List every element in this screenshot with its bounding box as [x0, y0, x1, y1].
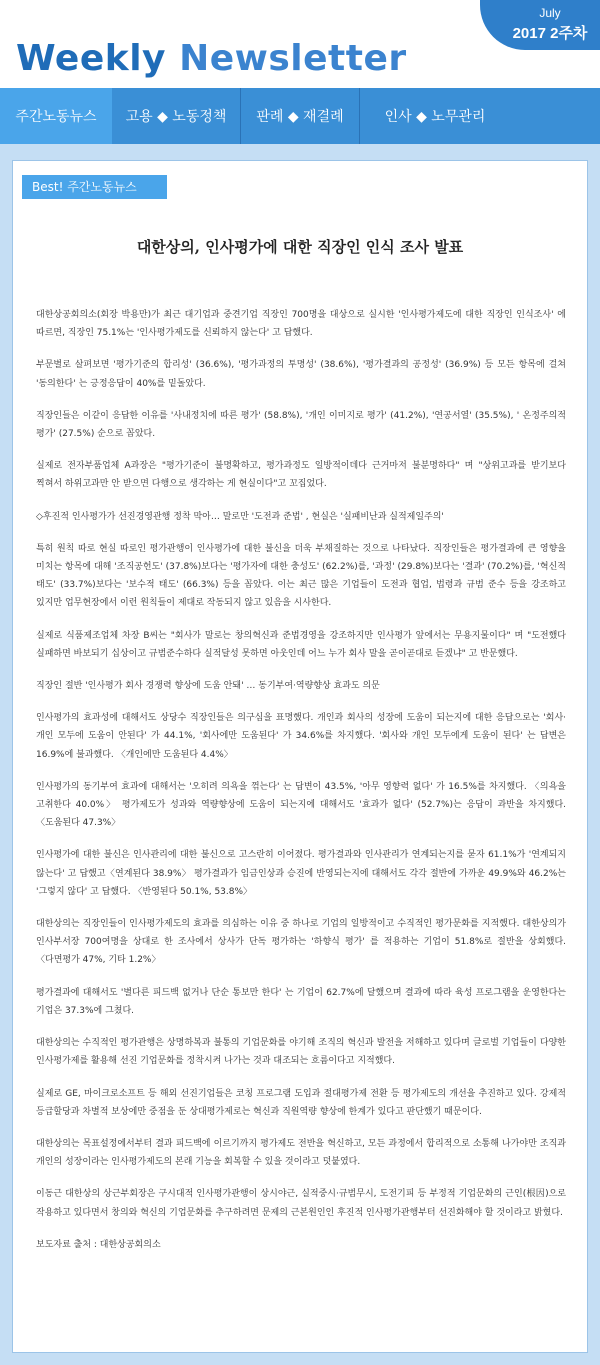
article-paragraph: 인사평가의 효과성에 대해서도 상당수 직장인들은 의구심을 표명했다. 개인과 회사의 성장에 도움이 되는지에 대한 응답으로는 '회사·개인 모두에 도움이 안된다' 가 44.1%, '회사에만 도움된다' 가 34.6%를 차지했다. '회사와 개인 모두에게 도움이 된다' 는 답변은 16.9%에 불과했다. 〈개인에만 도움된다 4.4%〉 — [36, 713, 566, 760]
article-paragraph: 실제로 식품제조업체 차장 B씨는 "회사가 말로는 창의혁신과 준법경영을 강조하지만 인사평가 앞에서는 무용지물이다" 며 "도전했다 실패하면 바보되기 십상이고 규범준수하다 실적달성 못하면 아웃인데 어느 누가 회사 말을 곧이곧대로 듣겠냐" 고 반문했다. — [36, 630, 566, 659]
article-paragraph: 이동근 대한상의 상근부회장은 구시대적 인사평가관행이 상시야근, 실적중시·규범무시, 도전기피 등 부정적 기업문화의 근인(根因)으로 작용하고 있다면서 창의와 혁신의 기업문화를 추구하려면 문제의 근본원인인 후진적 인사평가관행부터 선진화해야 할 것이라고 밝혔다. — [36, 1189, 566, 1218]
article-paragraph: 직장인들은 이같이 응답한 이유를 '사내정치에 따른 평가' (58.8%), '개인 이미지로 평가' (41.2%), '연공서열' (35.5%), ' 온정주의적 평가' (27.5%) 순으로 꼽았다. — [36, 410, 566, 440]
issue-date-badge — [480, 0, 600, 50]
article-paragraph: 대한상공회의소(회장 박용만)가 최근 대기업과 중견기업 직장인 700명을 대상으로 실시한 '인사평가제도에 대한 직장인 인식조사' 에 따르면, 직장인 75.1%는 '인사평가제도를 신뢰하지 않는다' 고 답했다. — [36, 310, 566, 339]
article-paragraph: 부문별로 살펴보면 '평가기준의 합리성' (36.6%), '평가과정의 투명성' (38.6%), '평가결과의 공정성' (36.9%) 등 모든 항목에 걸쳐 '동의한다' 는 긍정응답이 40%를 밑돌았다. — [36, 360, 566, 389]
article-paragraph: 대한상의는 목표설정에서부터 결과 피드백에 이르기까지 평가제도 전반을 혁신하고, 모든 과정에서 합리적으로 소통해 나가야만 조직과 개인의 성장이라는 인사평가제도의 본래 기능을 회복할 수 있을 것이라고 덧붙였다. — [36, 1138, 566, 1168]
issue-week: 2017 2주차 — [512, 25, 588, 42]
article-subheading: ◇후진적 인사평가가 선진경영관행 정착 막아… 말로만 '도전과 준법' , 현실은 '실패비난과 실적제일주의' — [36, 511, 444, 522]
nav-item-weekly-labor-news[interactable]: 주간노동뉴스 — [0, 88, 112, 144]
article-title: 대한상의, 인사평가에 대한 직장인 인식 조사 발표 — [136, 238, 464, 256]
article-subheading: 직장인 절반 '인사평가 회사 경쟁력 향상에 도움 안돼' … 동기부여·역량향상 효과도 의문 — [36, 681, 380, 692]
article-paragraph: 인사평가에 대한 불신은 인사관리에 대한 불신으로 고스란히 이어졌다. 평가결과와 인사관리가 연계되는지를 묻자 61.1%가 '연계되지 않는다' 고 답했고〈연계된다 38.9%〉 평가결과가 임금인상과 승진에 반영되는지에 대해서도 각각 절반에 가까운 49.9%와 46.2%는 '그렇지 않다' 고 답했다. 〈반영된다 50.1%, 53.8%〉 — [36, 850, 566, 897]
article-paragraph: 대한상의는 수직적인 평가관행은 상명하복과 불통의 기업문화를 야기해 조직의 혁신과 발전을 저해하고 있다며 글로벌 기업들이 다양한 인사평가제를 활용해 선진 기업문화를 정착시켜 나가는 것과 대조되는 흐름이다고 지적했다. — [36, 1038, 566, 1067]
brand-word-weekly: Weekly — [16, 38, 167, 79]
article-paragraph: 특히 원칙 따로 현실 따로인 평가관행이 인사평가에 대한 불신을 더욱 부채질하는 것으로 나타났다. 직장인들은 평가결과에 큰 영향을 미치는 항목에 대해 '조직공헌도' (37.8%)보다는 '평가자에 대한 충성도' (62.2%)를, '과정' (29.8%)보다는 '결과' (70.2%)를, '혁신적 태도' (33.7%)보다는 '보수적 태도' (66.3%) 등을 꼽았다. 이는 최근 많은 기업들이 도전과 협업, 법령과 규범 준수 등을 강조하고 있지만 업무현장에서 이런 원칙들이 제대로 작동되지 않고 있음을 시사한다. — [36, 543, 566, 609]
newsletter-header — [0, 0, 600, 88]
press-release-source: 보도자료 출처 : 대한상공회의소 — [36, 1239, 161, 1250]
article-body — [36, 306, 566, 1268]
section-tab-best-news: Best! 주간노동뉴스 — [22, 175, 167, 199]
newsletter-brand — [16, 38, 407, 79]
nav-item-employment-labor-policy[interactable]: 고용 ◆ 노동정책 — [125, 109, 227, 125]
article-paragraph: 실제로 GE, 마이크로소프트 등 해외 선진기업들은 코칭 프로그램 도입과 절대평가제 전환 등 평가제도의 개선을 추진하고 있다. 강제적 등급할당과 차별적 보상에만 중점을 둔 상대평가제로는 혁신과 직원역량 향상에 한계가 있다고 판단했기 때문이다. — [36, 1088, 566, 1117]
brand-word-newsletter: Newsletter — [179, 38, 407, 79]
nav-item-hr-labor-management[interactable]: 인사 ◆ 노무관리 — [384, 109, 486, 125]
article-paragraph: 평가결과에 대해서도 '별다른 피드백 없거나 단순 통보만 한다' 는 기업이 62.7%에 달했으며 결과에 따라 육성 프로그램을 운영한다는 기업은 37.3%에 그쳤다. — [36, 987, 566, 1016]
article-paragraph: 인사평가의 동기부여 효과에 대해서는 '오히려 의욕을 꺾는다' 는 답변이 43.5%, '아무 영향력 없다' 가 16.5%를 차지했다. 〈의욕을 고취한다 40.0%〉 평가제도가 성과와 역량향상에 도움이 되는지에 대해서도 '효과가 없다' (52.7%)는 응답이 과반을 차지했다. 〈도움된다 47.3%〉 — [36, 781, 566, 829]
article-paragraph: 실제로 전자부품업체 A과장은 "평가기준이 불명확하고, 평가과정도 일방적이데다 근거마저 불분명하다" 며 "상위고과를 받기보다 찍혀서 하위고과만 안 받으면 다행으로 생각하는 게 현실이다"고 꼬집었다. — [36, 461, 566, 490]
category-nav — [0, 88, 600, 144]
article-paragraph: 대한상의는 직장인들이 인사평가제도의 효과를 의심하는 이유 중 하나로 기업의 일방적이고 수직적인 평가문화를 지적했다. 대한상의가 인사부서장 700여명을 상대로 한 조사에서 상사가 단독 평가하는 '하향식 평가' 를 적용하는 기업이 51.8%로 절반을 상회했다. 〈다면평가 47%, 기타 1.2%〉 — [36, 919, 566, 966]
nav-item-precedents-rulings[interactable]: 판례 ◆ 재결례 — [256, 109, 344, 125]
issue-month: July — [539, 6, 561, 20]
